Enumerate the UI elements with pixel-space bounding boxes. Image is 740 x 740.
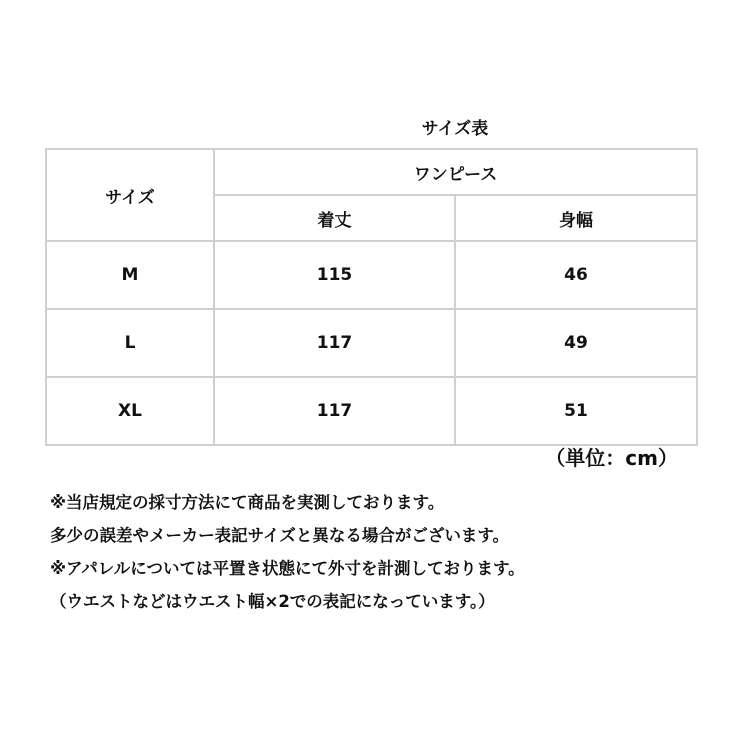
garment-type-header: ワンピース xyxy=(214,149,697,195)
width-cell: 51 xyxy=(455,377,697,445)
size-table xyxy=(45,148,698,446)
note-line: （ウエストなどはウエスト幅×2での表記になっています。） xyxy=(50,592,495,611)
note-line: ※当店規定の採寸方法にて商品を実測しております。 xyxy=(50,493,445,512)
width-cell: 49 xyxy=(455,309,697,377)
note-line: ※アパレルについては平置き状態にて外寸を計測しております。 xyxy=(50,559,525,578)
width-column-header: 身幅 xyxy=(455,195,697,241)
size-cell: M xyxy=(46,241,214,309)
width-cell: 46 xyxy=(455,241,697,309)
table-row xyxy=(46,309,697,377)
size-cell: L xyxy=(46,309,214,377)
length-cell: 115 xyxy=(214,241,455,309)
size-cell: XL xyxy=(46,377,214,445)
page-title: サイズ表 xyxy=(421,119,489,139)
length-cell: 117 xyxy=(214,377,455,445)
size-column-header: サイズ xyxy=(46,149,214,241)
note-line: 多少の誤差やメーカー表記サイズと異なる場合がございます。 xyxy=(50,526,510,545)
length-column-header: 着丈 xyxy=(214,195,455,241)
length-cell: 117 xyxy=(214,309,455,377)
table-row xyxy=(46,241,697,309)
measurement-notes xyxy=(50,486,710,618)
table-row xyxy=(46,377,697,445)
unit-note: （単位：cm） xyxy=(545,446,678,470)
